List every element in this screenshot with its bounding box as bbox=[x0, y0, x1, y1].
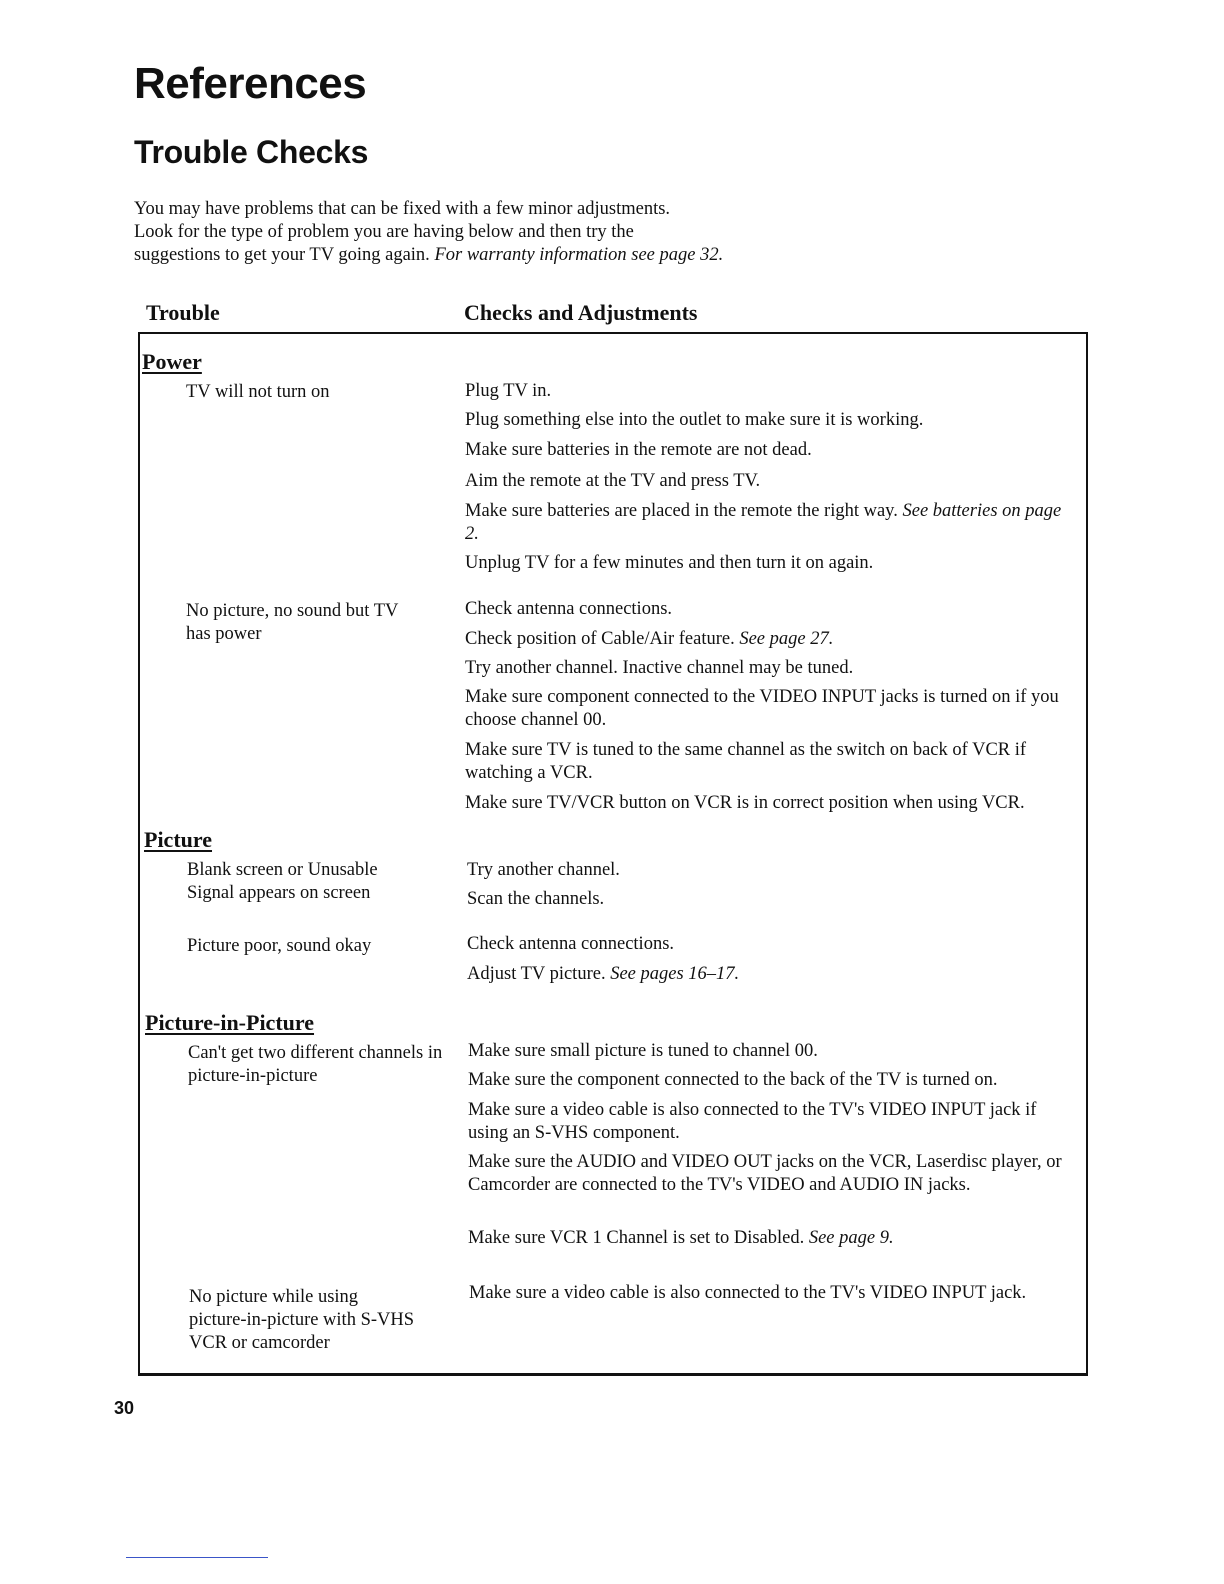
check-item: Unplug TV for a few minutes and then turn it on again. bbox=[465, 553, 874, 573]
trouble-blank-screen: Blank screen or Unusable Signal appears on screen bbox=[187, 860, 378, 903]
check-item: Make sure a video cable is also connected to the TV's VIDEO INPUT jack if using an S-VHS component. bbox=[468, 1100, 1037, 1143]
check-page-reference: See pages 16–17. bbox=[610, 964, 740, 984]
check-item: Check antenna connections. bbox=[467, 934, 675, 954]
page-number: 30 bbox=[114, 1398, 135, 1418]
check-item bbox=[468, 1227, 1078, 1250]
section-picture-title: Picture bbox=[144, 827, 213, 852]
column-header-checks: Checks and Adjustments bbox=[464, 300, 698, 325]
section-power-title: Power bbox=[142, 349, 202, 374]
check-item: Make sure a video cable is also connected to the TV's VIDEO INPUT jack. bbox=[469, 1283, 1027, 1303]
check-item bbox=[467, 963, 1077, 986]
check-item: Scan the channels. bbox=[467, 889, 605, 909]
trouble-tv-will-not-turn-on: TV will not turn on bbox=[186, 382, 330, 402]
check-item bbox=[465, 628, 1075, 651]
intro-line-3-text: suggestions to get your TV going again. bbox=[134, 245, 430, 265]
check-item: Make sure batteries in the remote are not dead. bbox=[465, 440, 812, 460]
check-item: Plug TV in. bbox=[465, 381, 552, 401]
check-item: Plug something else into the outlet to make sure it is working. bbox=[465, 410, 924, 430]
check-text: Make sure VCR 1 Channel is set to Disabled. bbox=[468, 1228, 805, 1248]
intro-line-3 bbox=[134, 244, 834, 267]
intro-line-2: Look for the type of problem you are having below and then try the bbox=[134, 222, 634, 242]
intro-paragraph bbox=[134, 198, 834, 267]
trouble-no-picture-svhs: No picture while using picture-in-picture with S-VHS VCR or camcorder bbox=[189, 1287, 415, 1353]
footer-rule bbox=[126, 1557, 268, 1558]
check-item: Make sure the AUDIO and VIDEO OUT jacks on the VCR, Laserdisc player, or Camcorder are connected to the TV's VIDEO and AUDIO IN jacks. bbox=[468, 1152, 1062, 1195]
trouble-cant-get-two-channels: Can't get two different channels in picture-in-picture bbox=[188, 1043, 443, 1086]
check-text: Adjust TV picture. bbox=[467, 964, 606, 984]
section-title-trouble-checks: Trouble Checks bbox=[134, 134, 369, 170]
check-page-reference: See batteries on page 2. bbox=[465, 501, 1062, 544]
page-title: References bbox=[134, 59, 367, 108]
check-page-reference: See page 27. bbox=[739, 629, 834, 649]
check-item: Check antenna connections. bbox=[465, 599, 673, 619]
check-item: Aim the remote at the TV and press TV. bbox=[465, 471, 761, 491]
column-header-trouble: Trouble bbox=[146, 300, 220, 325]
check-item: Make sure TV/VCR button on VCR is in correct position when using VCR. bbox=[465, 793, 1025, 813]
section-pip-title: Picture-in-Picture bbox=[145, 1010, 315, 1035]
check-item: Try another channel. Inactive channel may be tuned. bbox=[465, 658, 854, 678]
check-item: Make sure component connected to the VIDEO INPUT jacks is turned on if you choose channel 00. bbox=[465, 687, 1059, 730]
check-item: Make sure the component connected to the back of the TV is turned on. bbox=[468, 1070, 998, 1090]
check-item: Try another channel. bbox=[467, 860, 620, 880]
check-text: Check position of Cable/Air feature. bbox=[465, 629, 735, 649]
check-item: Make sure TV is tuned to the same channel as the switch on back of VCR if watching a VCR. bbox=[465, 740, 1027, 783]
intro-line-1: You may have problems that can be fixed with a few minor adjustments. bbox=[134, 199, 671, 219]
check-text: Make sure batteries are placed in the remote the right way. bbox=[465, 501, 898, 521]
check-page-reference: See page 9. bbox=[808, 1228, 894, 1248]
trouble-no-picture-no-sound: No picture, no sound but TV has power bbox=[186, 601, 399, 644]
warranty-reference: For warranty information see page 32. bbox=[434, 245, 724, 265]
trouble-picture-poor: Picture poor, sound okay bbox=[187, 936, 372, 956]
check-item: Make sure small picture is tuned to channel 00. bbox=[468, 1041, 818, 1061]
check-item bbox=[465, 500, 1065, 546]
